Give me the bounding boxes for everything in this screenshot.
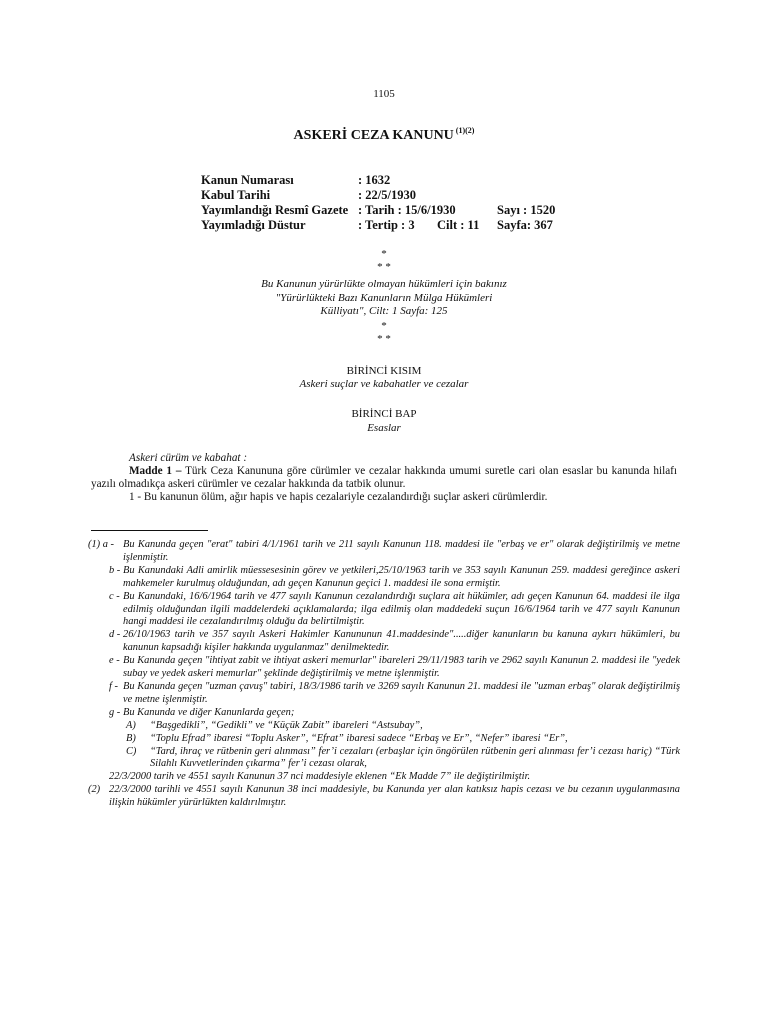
footnote-mark: (1) a -: [88, 539, 114, 550]
footnotes: [88, 539, 680, 810]
footnote-mark: C): [126, 745, 137, 757]
footnote-item: [88, 681, 680, 707]
chapter-subheading: Esaslar: [367, 422, 401, 434]
meta-value: : 22/5/1930: [358, 188, 416, 202]
section-heading: BİRİNCİ KISIM: [346, 365, 422, 377]
meta-value: : 1632: [358, 173, 391, 187]
footnote-mark: A): [126, 719, 136, 731]
footnote-item: [88, 771, 680, 784]
meta-label: Yayımladığı Düstur: [201, 218, 306, 232]
footnote-mark: d -: [109, 629, 121, 641]
section-subheading: Askeri suçlar ve kabahatler ve cezalar: [299, 378, 469, 390]
footnote-text: 26/10/1963 tarih ve 357 sayılı Askeri Hakimler Kanununun 41.maddesinde".....diğer kanunların bu kanuna aykırı hükümleri, bu kanunun kapsadığı kişiler hakkında uygulanmaz" denilmektedir.: [123, 629, 680, 654]
footnote-item: [88, 565, 680, 591]
footnote-text: Bu Kanunda ve diğer Kanunlarda geçen;: [123, 706, 295, 718]
footnote-divider: [91, 530, 208, 531]
repeal-note: [0, 278, 768, 319]
meta-value: Sayfa: 367: [497, 218, 553, 232]
footnote-subitem: [88, 746, 680, 772]
article-block: [91, 452, 677, 504]
article-heading: Askeri cürüm ve kabahat :: [129, 452, 248, 464]
footnote-text: “Tard, ihraç ve rütbenin geri alınması” fer’i cezaları (erbaşlar için öngörülen rütbenin geri alınması fer’i cezası hariç) “Türk Silahlı Kuvvetlerinden çıkarma” fer’i cezası olarak,: [150, 745, 680, 770]
law-title-text: ASKERİ CEZA KANUNU: [293, 128, 454, 143]
footnote-item: [88, 707, 680, 720]
page-number: 1105: [373, 88, 395, 100]
footnote-text: Bu Kanundaki, 16/6/1964 tarih ve 477 sayılı Kanunun cezalandırdığı suçlara ait hükümler, adı geçen Kanunun 64. maddesi ile ilga edilmiş olduğundan ilgili maddelerdeki açıklamalarda; ilga edilmiş olan maddedeki suçun 16/6/1964 tarih ve 477 sayılı Kanunun hangi maddesi ile cezalandırılmış olduğu da belirtilmiştir.: [123, 590, 680, 628]
footnote-item: [88, 591, 680, 630]
repeal-note-line: Bu Kanunun yürürlükte olmayan hükümleri için bakınız: [261, 278, 507, 290]
article-paragraph: 1 - Bu kanunun ölüm, ağır hapis ve hapis cezalariyle cezalandırdığı suçlar askeri cürümlerdir.: [129, 491, 548, 503]
footnote-mark: b -: [109, 564, 121, 576]
footnote-subitem: [88, 720, 680, 733]
footnote-text: Bu Kanunda geçen "erat" tabiri 4/1/1961 tarih ve 211 sayılı Kanunun 118. maddesi ile "erbaş ve er" olarak değiştirilmiş ve metne işlenmiştir.: [123, 539, 680, 563]
footnote-text: Bu Kanundaki Adli amirlik müessesesinin görev ve yetkileri,25/10/1963 tarih ve 353 sayılı Kanunun 259. maddesi gereğince askeri mahkemeler kurulmuş olduğundan, adı geçen Kanunun geçici 1. maddesi ile sona ermiştir.: [123, 564, 680, 589]
repeal-note-line: Külliyatı", Cilt: 1 Sayfa: 125: [320, 305, 448, 317]
footnote-mark: B): [126, 732, 136, 744]
footnote-text: “Toplu Efrad” ibaresi “Toplu Asker”, “Efrat” ibaresi sadece “Erbaş ve Er”, “Nefer” ibaresi “Er”,: [150, 732, 568, 744]
footnote-mark: g -: [109, 706, 121, 718]
meta-value: : Tertip : 3: [358, 218, 415, 232]
footnote-item: [88, 784, 680, 810]
footnote-mark: e -: [109, 655, 120, 667]
footnote-text: “Başgedikli”, “Gedikli” ve “Küçük Zabit” ibareleri “Astsubay”,: [150, 719, 423, 731]
repeal-note-line: "Yürürlükteki Bazı Kanunların Mülga Hükümleri: [275, 291, 493, 304]
chapter-heading: BİRİNCİ BAP: [351, 408, 417, 420]
footnote-text: 22/3/2000 tarihli ve 4551 sayılı Kanunun 38 inci maddesiyle, bu Kanunda yer alan katıksız hapis cezası ve bu cezanın uygulanmasına ilişkin hükümler yürürlükten kaldırılmıştır.: [109, 784, 680, 809]
article-label: Madde 1 –: [129, 465, 182, 477]
footnote-text: 22/3/2000 tarih ve 4551 sayılı Kanunun 37 nci maddesiyle eklenen “Ek Madde 7” ile değiştirilmiştir.: [109, 771, 531, 783]
law-title: [0, 126, 768, 144]
article-1: [91, 465, 677, 491]
footnote-item: [88, 539, 680, 565]
footnote-item: [88, 655, 680, 681]
meta-value: Sayı : 1520: [497, 203, 556, 217]
meta-label: Kabul Tarihi: [201, 188, 271, 202]
separator-star: *: [381, 320, 387, 332]
footnote-mark: (2): [88, 784, 101, 796]
meta-value: : Tarih : 15/6/1930: [358, 203, 456, 217]
article-text: Türk Ceza Kanununa göre cürümler ve cezalar hakkında umumi suretle cari olan esaslar bu kanunda hilafı yazılı olmadıkça askeri cürümler ve cezalar hakkında da tatbik olunur.: [91, 465, 677, 490]
meta-label: Kanun Numarası: [201, 173, 294, 187]
footnote-mark: f -: [109, 680, 118, 692]
footnote-text: Bu Kanunda geçen "uzman çavuş" tabiri, 18/3/1986 tarih ve 3269 sayılı Kanunun 21. maddesi ile "uzman erbaş" olarak değiştirilmiş ve metne işlenmiştir.: [123, 680, 680, 705]
title-footnote-ref: (1)(2): [455, 126, 475, 135]
separator-star: *: [381, 248, 387, 260]
meta-value: Cilt : 11: [437, 218, 480, 232]
footnote-text: Bu Kanunda geçen "ihtiyat zabit ve ihtiyat askeri memurlar" ibareleri 29/11/1983 tarih ve 2962 sayılı Kanunun 2. maddesi ile "yedek subay ve yedek askeri memurlar" şeklinde değiştirilmiş ve metne işlenmiştir.: [123, 655, 680, 680]
footnote-mark: c -: [109, 590, 120, 602]
footnote-subitem: [88, 733, 680, 746]
separator-stars: * *: [377, 261, 391, 273]
footnote-item: [88, 629, 680, 655]
meta-label: Yayımlandığı Resmî Gazete: [201, 203, 349, 217]
separator-stars: * *: [377, 333, 391, 345]
